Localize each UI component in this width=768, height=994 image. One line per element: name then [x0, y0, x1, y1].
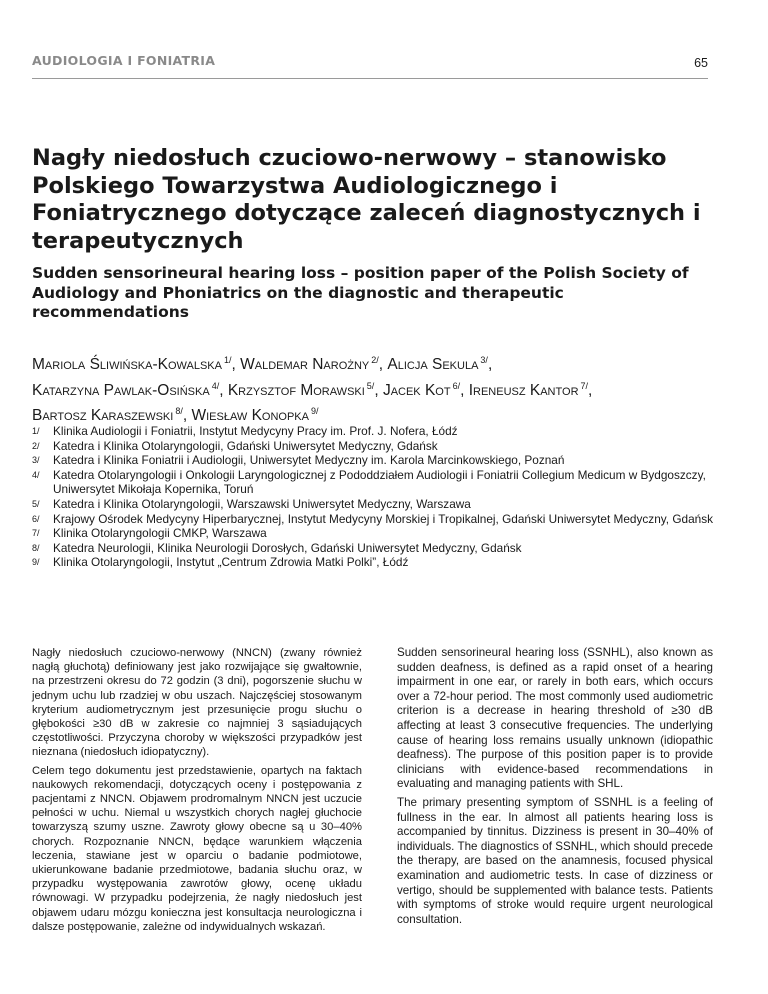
abstract-paragraph: Celem tego dokumentu jest przedstawienie, opartych na faktach naukowych rekomendacji, dotyczących oceny i postępowania z pacjentami z NNCN. Objawem prodromalnym NNCN jest uczucie pełności w uchu. Niemal u wszystkich chorych nagłej głuchocie towarzyszą szumy uszne. Zawroty głowy obecne są u 30–40% chorych. Rozpoznanie NNCN, będące warunkiem włączenia leczenia, stawiane jest w oparciu o badanie podmiotowe, ukierunkowane badanie przedmiotowe, badania słuchu oraz, w przypadku występowania zawrotów głowy, ocenę układu równowagi. W przypadku podejrzenia, że nagły niedosłuch jest objawem udaru mózgu konieczna jest konsultacja neurologiczna i dalsze postępowanie, zależne od indywidualnych wskazań. — [32, 764, 362, 933]
author: Bartosz Karaszewski $^{8/}$, — [32, 406, 192, 424]
affiliation-item: 7/ Klinika Otolaryngologii CMKP, Warszawa — [32, 526, 267, 541]
header-rule — [32, 78, 708, 79]
affiliation-item: 6/ Krajowy Ośrodek Medycyny Hiperbarycznej, Instytut Medycyny Morskiej i Tropikalnej, Gdański Uniwersytet Medyczny, Gdańsk — [32, 511, 713, 526]
affiliation-item: 2/ Katedra i Klinika Otolaryngologii, Gdański Uniwersytet Medyczny, Gdańsk — [32, 438, 438, 453]
author: Katarzyna Pawlak-Osińska $^{4/}$, — [32, 380, 228, 399]
page-number: 65 — [694, 56, 708, 70]
abstract-english — [397, 646, 713, 931]
author: Mariola Śliwińska-Kowalska $^{1/}$, — [32, 355, 241, 373]
abstract-paragraph: The primary presenting symptom of SSNHL is a feeling of fullness in the ear. In almost all patients hearing loss is accompanied by tinnitus. Dizziness is present in 30–40% of individuals. The diagnostics of SSNHL, which should precede the therapy, are based on the anamnesis, focused physical examination and audiometric tests. In case of dizziness or vertigo, should be supplemented with balance tests. Patients with symptoms of stroke would require urgent neurological consultation. — [397, 795, 713, 926]
affiliation-list — [32, 424, 722, 570]
affiliation-item: 4/ Katedra Otolaryngologii i Onkologii Laryngologicznej z Pododdziałem Audiologii i Foniatrii Collegium Medicum w Bydgoszczy, Uniwersytet Mikołaja Kopernika, Toruń — [32, 467, 706, 497]
author: Waldemar Narożny $^{2/}$, — [240, 355, 388, 373]
affiliation-item: 1/ Klinika Audiologii i Foniatrii, Instytut Medycyny Pracy im. Prof. J. Nofera, Łódź — [32, 424, 458, 438]
title-polish: Nagły niedosłuch czuciowo-nerwowy – stanowisko Polskiego Towarzystwa Audiologicznego i Foniatrycznego dotyczące zaleceń diagnostycznych i terapeutycznych — [32, 145, 701, 254]
author-list — [32, 350, 722, 427]
affiliation-item: 3/ Katedra i Klinika Foniatrii i Audiologii, Uniwersytet Medyczny im. Karola Marcinkowskiego, Poznań — [32, 453, 565, 468]
abstract-polish — [32, 646, 362, 938]
title-english: Sudden sensorineural hearing loss – position paper of the Polish Society of Audiology and Phoniatrics on the diagnostic and therapeutic recommendations — [32, 264, 689, 321]
affiliation-item: 5/ Katedra i Klinika Otolaryngologii, Warszawski Uniwersytet Medyczny, Warszawa — [32, 496, 471, 511]
author: Jacek Kot $^{6/}$, — [382, 380, 469, 399]
author: Wiesław Konopka $^{9/}$ — [191, 406, 319, 424]
abstract-paragraph: Nagły niedosłuch czuciowo-nerwowy (NNCN) (zwany również nagłą głuchotą) definiowany jest jako rozwijające się gwałtownie, na przestrzeni okresu do 72 godzin (3 dni), pogorszenie słuchu w jednym uchu lub rzadziej w obu uszach. Najczęściej stosowanym kryterium audiometrycznym jest przesunięcie progu słuchu o głębokości ≥30 dB w zakresie co najmniej 3 sąsiadujących częstotliwości. Przyczyna choroby w większości przypadków jest nieznana (niedosłuch idiopatyczny). — [32, 647, 362, 759]
author: Ireneusz Kantor $^{7/}$, — [468, 380, 593, 399]
affiliation-item: 8/ Katedra Neurologii, Klinika Neurologii Dorosłych, Gdański Uniwersytet Medyczny, Gdańsk — [32, 540, 522, 555]
author: Alicja Sekula $^{3/}$, — [387, 355, 493, 373]
author: Krzysztof Morawski $^{5/}$, — [227, 380, 383, 399]
affiliation-item: 9/ Klinika Otolaryngologii, Instytut „Centrum Zdrowia Matki Polki”, Łódź — [32, 555, 409, 570]
running-head: AUDIOLOGIA I FONIATRIA — [32, 53, 216, 68]
abstract-paragraph: Sudden sensorineural hearing loss (SSNHL), also known as sudden deafness, is defined as a rapid onset of a hearing impairment in one ear, or rarely in both ears, which occurs over a 72-hour period. The most commonly used audiometric criterion is a decrease in hearing threshold of ≥30 dB affecting at least 3 consecutive frequencies. The underlying cause of hearing loss remains usually unknown (idiopathic deafness). The purpose of this position paper is to provide clinicians with evidence-based recommendations in evaluating and managing patients with SHL. — [397, 646, 713, 791]
